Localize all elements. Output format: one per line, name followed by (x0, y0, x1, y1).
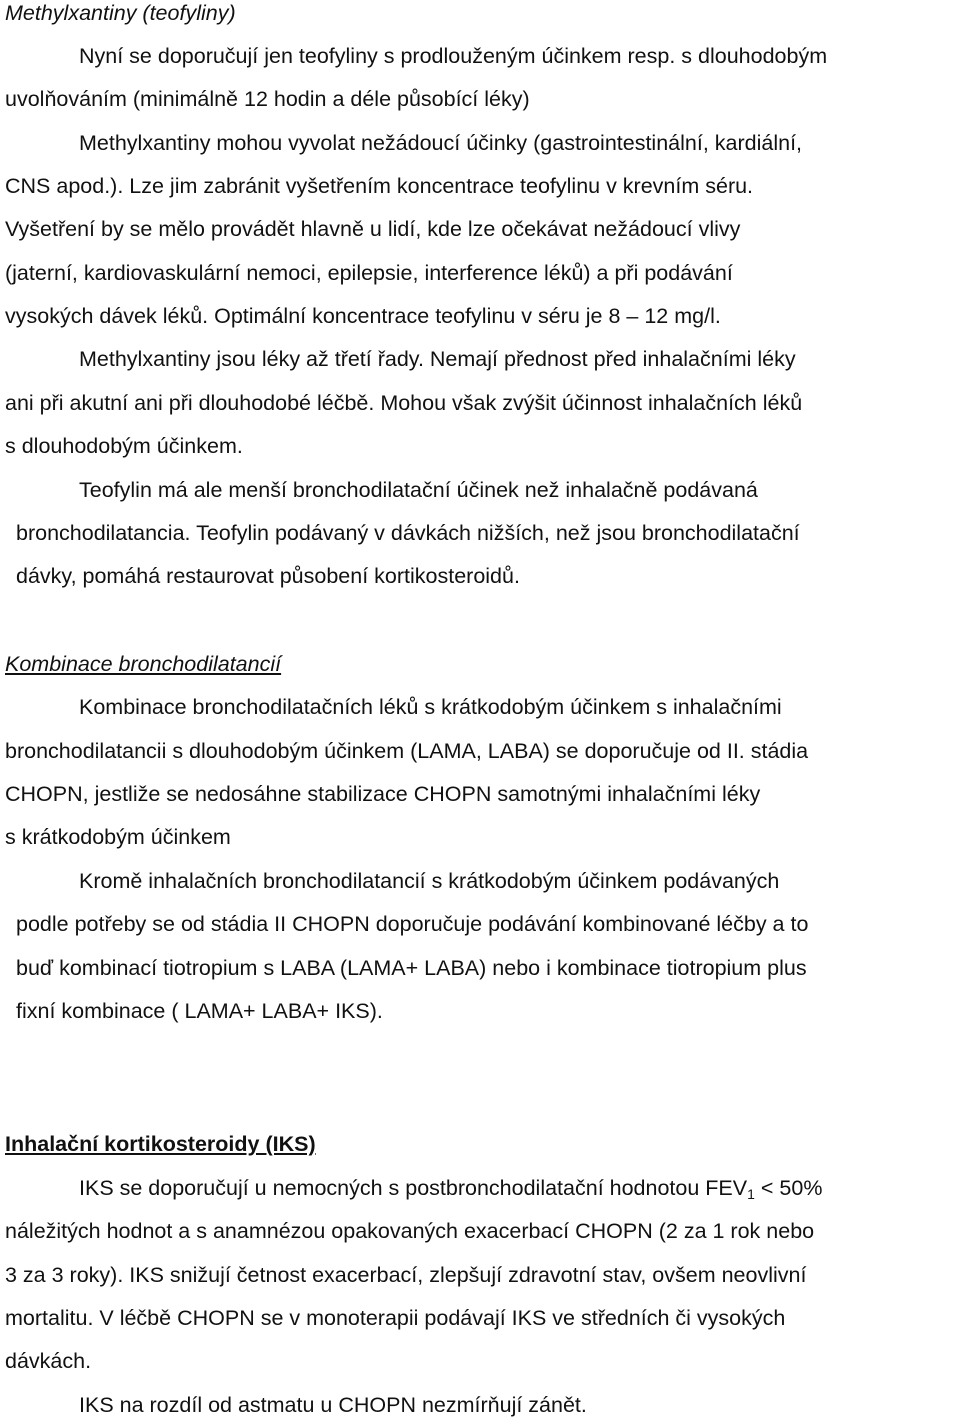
paragraph-line: dávky, pomáhá restaurovat působení kortikosteroidů. (16, 564, 520, 588)
paragraph-line: dávkách. (5, 1349, 92, 1373)
section-heading-kombinace: Kombinace bronchodilatancií (5, 652, 282, 676)
paragraph-line: Kromě inhalačních bronchodilatancií s krátkodobým účinkem podávaných (79, 869, 780, 893)
paragraph-line: CNS apod.). Lze jim zabránit vyšetřením koncentrace teofylinu v krevním séru. (5, 174, 754, 198)
paragraph-line: bronchodilatancia. Teofylin podávaný v dávkách nižších, než jsou bronchodilatační (16, 521, 800, 545)
section-heading-iks: Inhalační kortikosteroidy (IKS) (5, 1132, 316, 1156)
paragraph-line: (jaterní, kardiovaskulární nemoci, epilepsie, interference léků) a při podávání (5, 261, 733, 285)
paragraph-line: Methylxantiny mohou vyvolat nežádoucí účinky (gastrointestinální, kardiální, (79, 131, 803, 155)
paragraph-line: mortalitu. V léčbě CHOPN se v monoterapii podávají IKS ve středních či vysokých (5, 1306, 786, 1330)
paragraph-line: Vyšetření by se mělo provádět hlavně u lidí, kde lze očekávat nežádoucí vlivy (5, 217, 741, 241)
paragraph-line: náležitých hodnot a s anamnézou opakovaných exacerbací CHOPN (2 za 1 rok nebo (5, 1219, 815, 1243)
paragraph-line: bronchodilatancii s dlouhodobým účinkem (LAMA, LABA) se doporučuje od II. stádia (5, 739, 809, 763)
paragraph-line: uvolňováním (minimálně 12 hodin a déle působící léky) (5, 87, 530, 111)
paragraph-line: ani při akutní ani při dlouhodobé léčbě. Mohou však zvýšit účinnost inhalačních léků (5, 391, 803, 415)
paragraph-line: Nyní se doporučují jen teofyliny s prodlouženým účinkem resp. s dlouhodobým (79, 44, 828, 68)
fev-subscript: 1 (747, 1186, 755, 1202)
section-heading-methylxantiny: Methylxantiny (teofyliny) (5, 1, 236, 25)
paragraph-line: s dlouhodobým účinkem. (5, 434, 243, 458)
fev-threshold: < 50% (754, 1176, 823, 1200)
paragraph-line: Methylxantiny jsou léky až třetí řady. Nemají přednost před inhalačními léky (79, 347, 796, 371)
paragraph-line: Kombinace bronchodilatačních léků s krátkodobým účinkem s inhalačními (79, 695, 782, 719)
fev-text: IKS se doporučují u nemocných s postbronchodilatační hodnotou FEV (79, 1176, 748, 1200)
paragraph-line: vysokých dávek léků. Optimální koncentrace teofylinu v séru je 8 – 12 mg/l. (5, 304, 721, 328)
paragraph-line: fixní kombinace ( LAMA+ LABA+ IKS). (16, 999, 383, 1023)
paragraph-line: Teofylin má ale menší bronchodilatační účinek než inhalačně podávaná (79, 478, 758, 502)
paragraph-line: buď kombinací tiotropium s LABA (LAMA+ LABA) nebo i kombinace tiotropium plus (16, 956, 807, 980)
paragraph-line: CHOPN, jestliže se nedosáhne stabilizace CHOPN samotnými inhalačními léky (5, 782, 761, 806)
paragraph-line: s krátkodobým účinkem (5, 825, 231, 849)
paragraph-line: 3 za 3 roky). IKS snižují četnost exacerbací, zlepšují zdravotní stav, ovšem neovlivní (5, 1263, 807, 1287)
paragraph-line: IKS na rozdíl od astmatu u CHOPN nezmírňují zánět. (79, 1393, 587, 1417)
paragraph-line-fev (79, 1175, 822, 1207)
paragraph-line: podle potřeby se od stádia II CHOPN doporučuje podávání kombinované léčby a to (16, 912, 809, 936)
